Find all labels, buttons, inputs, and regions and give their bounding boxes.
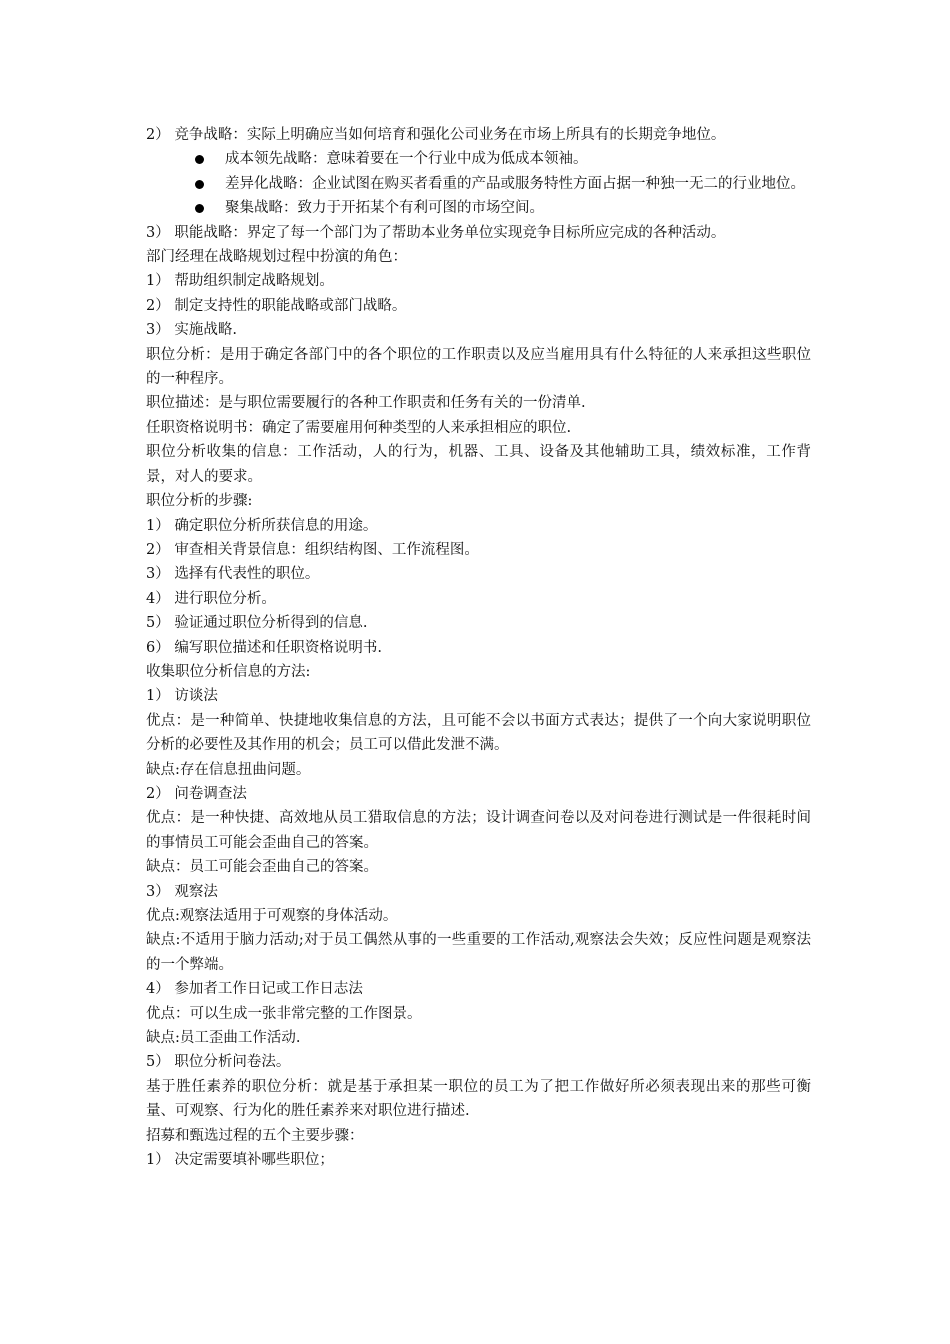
text-line: 4） 进行职位分析。 [146,590,276,607]
bullet-icon [195,204,204,213]
text-line: 2） 制定支持性的职能战略或部门战略。 [146,297,407,314]
text-line: 缺点：员工可能会歪曲自己的答案。 [146,859,378,876]
bullet-text: 成本领先战略：意味着要在一个行业中成为低成本领袖。 [225,151,588,168]
text-line: 5） 职位分析问卷法。 [146,1054,291,1071]
text-line: 3） 选择有代表性的职位。 [146,566,320,583]
text-line: 1） 确定职位分析所获信息的用途。 [146,517,378,534]
text-line: 职位分析收集的信息：工作活动，人的行为，机器、工具、设备及其他辅助工具，绩效标准，工作背景，对人的要求。 [146,444,811,485]
text-line: 缺点:存在信息扭曲问题。 [146,761,311,778]
bullet-item [146,196,811,220]
text-line: 收集职位分析信息的方法: [146,663,311,680]
text-line: 2） 审查相关背景信息：组织结构图、工作流程图。 [146,541,479,558]
text-line: 2） 问卷调查法 [146,785,247,802]
text-line: 3） 实施战略. [146,322,237,339]
text-line: 职位描述：是与职位需要履行的各种工作职责和任务有关的一份清单. [146,395,586,412]
text-line: 缺点:员工歪曲工作活动. [146,1030,301,1047]
text-line: 3） 职能战略：界定了每一个部门为了帮助本业务单位实现竞争目标所应完成的各种活动。 [146,224,726,241]
text-line: 4） 参加者工作日记或工作日志法 [146,981,363,998]
text-line: 部门经理在战略规划过程中扮演的角色： [146,249,407,266]
text-line: 6） 编写职位描述和任职资格说明书. [146,639,382,656]
text-line: 优点：可以生成一张非常完整的工作图景。 [146,1005,422,1022]
text-line: 职位分析的步骤: [146,493,253,510]
text-line: 1） 决定需要填补哪些职位； [146,1152,334,1169]
document-body [146,123,811,1172]
bullet-item [146,147,811,171]
bullet-list [146,147,811,220]
text-line: 3） 观察法 [146,883,218,900]
text-line: 优点：是一种快捷、高效地从员工猎取信息的方法；设计调查问卷以及对问卷进行测试是一件很耗时间的事情员工可能会歪曲自己的答案。 [146,810,811,851]
text-line: 1） 访谈法 [146,688,218,705]
bullet-text: 聚集战略：致力于开拓某个有利可图的市场空间。 [225,200,544,217]
text-line: 优点：是一种简单、快捷地收集信息的方法，且可能不会以书面方式表达；提供了一个向大家说明职位分析的必要性及其作用的机会；员工可以借此发泄不满。 [146,712,811,754]
text-line: 任职资格说明书：确定了需要雇用何种类型的人来承担相应的职位. [146,419,572,436]
bullet-icon [195,180,204,189]
bullet-text: 差异化战略：企业试图在购买者看重的产品或服务特性方面占据一种独一无二的行业地位。 [225,175,805,192]
text-line: 优点:观察法适用于可观察的身体活动。 [146,908,398,924]
text-line: 招募和甄选过程的五个主要步骤： [146,1127,364,1144]
bullet-item [146,172,811,196]
text-line: 5） 验证通过职位分析得到的信息. [146,615,368,632]
bullet-icon [195,155,204,164]
text-line: 职位分析：是用于确定各部门中的各个职位的工作职责以及应当雇用具有什么特征的人来承担这些职位的一种程序。 [146,346,811,388]
text-line: 2） 竞争战略：实际上明确应当如何培育和强化公司业务在市场上所具有的长期竞争地位。 [146,127,726,143]
text-line: 1） 帮助组织制定战略规划。 [146,273,334,290]
text-line: 缺点:不适用于脑力活动;对于员工偶然从事的一些重要的工作活动,观察法会失效；反应性问题是观察法的一个弊端。 [146,932,811,973]
text-line: 基于胜任素养的职位分析：就是基于承担某一职位的员工为了把工作做好所必须表现出来的那些可衡量、可观察、行为化的胜任素养来对职位进行描述. [146,1078,811,1120]
